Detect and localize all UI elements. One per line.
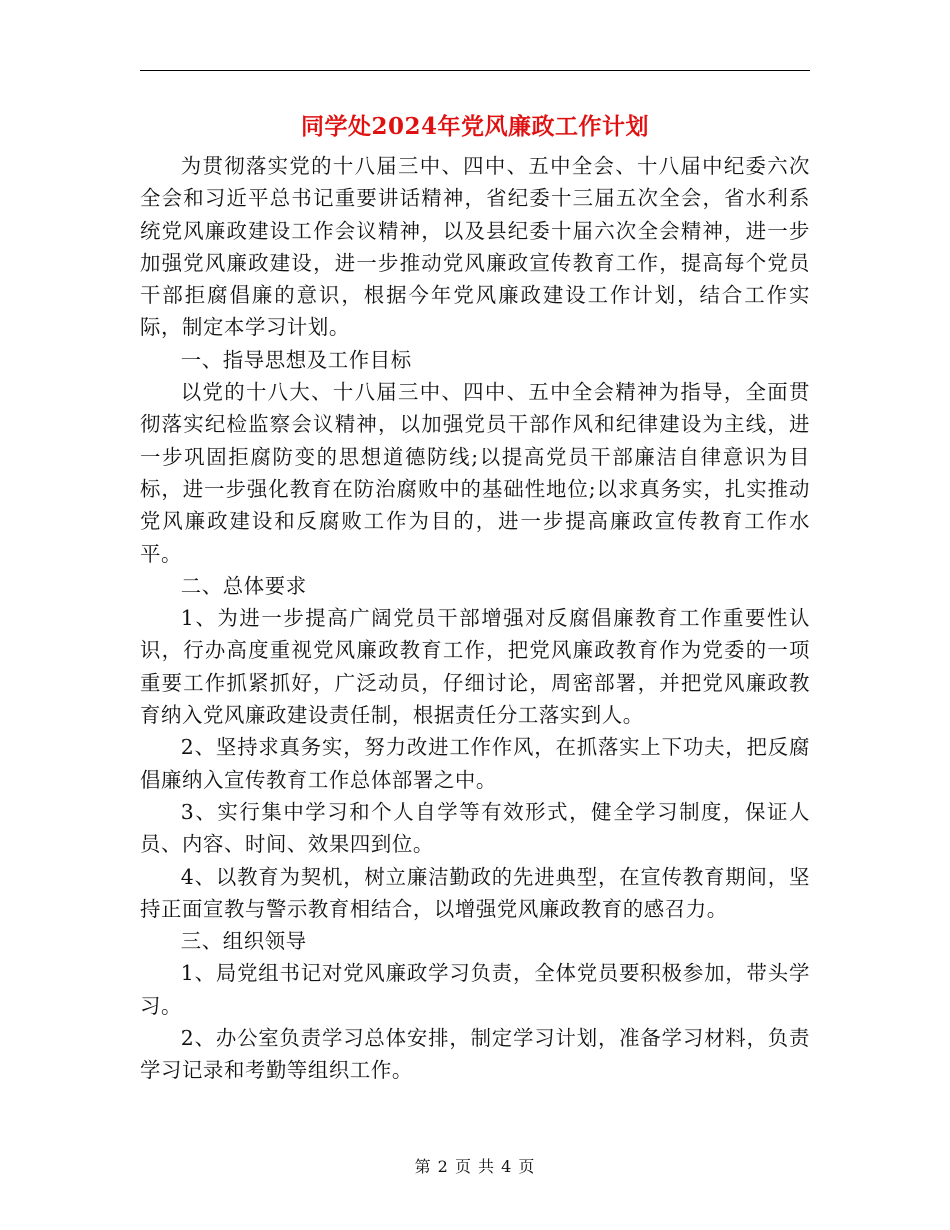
- document-body: [140, 150, 810, 1087]
- section-heading-1: 一、指导思想及工作目标: [180, 347, 412, 372]
- paragraph-leadership-2: 2、办公室负责学习总体安排，制定学习计划，准备学习材料，负责学习记录和考勤等组织工作。: [140, 1026, 810, 1083]
- page-number: 第 2 页 共 4 页: [414, 1157, 536, 1176]
- header-rule: [140, 70, 810, 71]
- paragraph-requirement-3: 3、实行集中学习和个人自学等有效形式，健全学习制度，保证人员、内容、时间、效果四到位。: [140, 799, 810, 857]
- section-heading-2: 二、总体要求: [180, 573, 307, 598]
- paragraph-requirement-2: 2、坚持求真务实，努力改进工作作风，在抓落实上下功夫，把反腐倡廉纳入宣传教育工作总体部署之中。: [140, 735, 810, 792]
- paragraph-guiding-thought: 以党的十八大、十八届三中、四中、五中全会精神为指导，全面贯彻落实纪检监察会议精神，以加强党员干部作风和纪律建设为主线，进一步巩固拒腐防变的思想道德防线;以提高党员干部廉洁自律意识为目标，进一步强化教育在防治腐败中的基础性地位;以求真务实，扎实推动党风廉政建设和反腐败工作为目的，进一步提高廉政宣传教育工作水平。: [140, 380, 810, 566]
- paragraph-intro: 为贯彻落实党的十八届三中、四中、五中全会、十八届中纪委六次全会和习近平总书记重要讲话精神，省纪委十三届五次全会，省水利系统党风廉政建设工作会议精神，以及县纪委十届六次全会精神，进一步加强党风廉政建设，进一步推动党风廉政宣传教育工作，提高每个党员干部拒腐倡廉的意识，根据今年党风廉政建设工作计划，结合工作实际，制定本学习计划。: [140, 154, 810, 340]
- paragraph-requirement-4: 4、以教育为契机，树立廉洁勤政的先进典型，在宣传教育期间，坚持正面宣教与警示教育相结合，以增强党风廉政教育的感召力。: [140, 864, 810, 921]
- paragraph-requirement-1: 1、为进一步提高广阔党员干部增强对反腐倡廉教育工作重要性认识，行办高度重视党风廉政教育工作，把党风廉政教育作为党委的一项重要工作抓紧抓好，广泛动员，仔细讨论，周密部署，并把党风廉政教育纳入党风廉政建设责任制，根据责任分工落实到人。: [140, 606, 810, 728]
- section-heading-3: 三、组织领导: [180, 929, 307, 954]
- paragraph-leadership-1: 1、局党组书记对党风廉政学习负责，全体党员要积极参加，带头学习。: [140, 961, 810, 1018]
- document-title: 同学处2024年党风廉政工作计划: [300, 113, 649, 140]
